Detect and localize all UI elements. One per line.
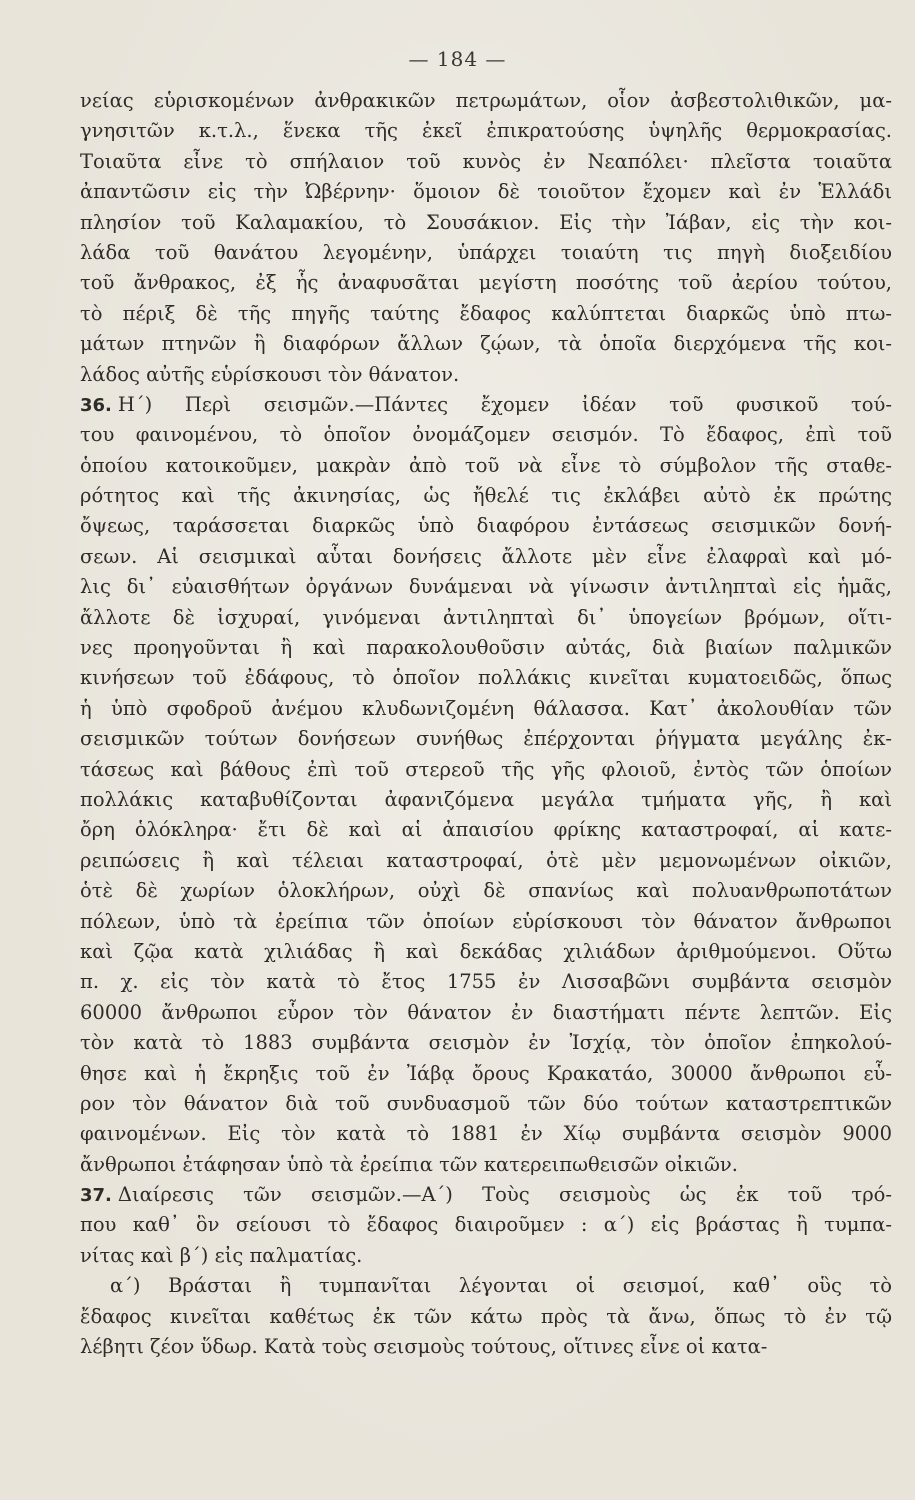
line-text: λις δι᾽ εὐαισθήτων ὀργάνων δυνάμεναι νὰ γίνωσιν ἀντιληπταὶ εἰς ἡμᾶς, [80,575,892,599]
line-text: Διαίρεσις τῶν σεισμῶν.—Α΄) Τοὺς σεισμοὺς ὡς ἐκ τοῦ τρό- [117,1183,892,1207]
text-line [80,511,892,541]
line-text: τὸν κατὰ τὸ 1883 συμβάντα σεισμὸν ἐν Ἰσχίᾳ, τὸν ὁποῖον ἐπηκολού- [80,1031,892,1055]
text-line [80,116,892,146]
text-line [80,86,892,116]
text-line [80,542,892,572]
line-text: ὄψεως, ταράσσεται διαρκῶς ὑπὸ διαφόρου ἐντάσεως σεισμικῶν δονή- [80,514,892,538]
text-line [80,420,892,450]
text-line [80,937,892,967]
body-text [80,86,892,1362]
text-line [80,1332,892,1362]
line-text: νίτας καὶ β΄) εἰς παλματίας. [80,1243,363,1267]
text-line [80,268,892,298]
text-line [80,1302,892,1332]
line-text: μάτων πτηνῶν ἢ διαφόρων ἄλλων ζῴων, τὰ ὁποῖα διερχόμενα τῆς κοι- [80,332,892,356]
text-line [80,633,892,663]
line-text: πλησίον τοῦ Καλαμακίου, τὸ Σουσάκιον. Εἰς τὴν Ἰάβαν, εἰς τὴν κοι- [80,210,892,234]
line-text: πολλάκις καταβυθίζονται ἀφανιζόμενα μεγάλα τμήματα γῆς, ἢ καὶ [80,787,892,811]
text-line [80,572,892,602]
line-text: τὸ πέριξ δὲ τῆς πηγῆς ταύτης ἔδαφος καλύπτεται διαρκῶς ὑπὸ πτω- [80,301,892,325]
line-text: ἄνθρωποι ἐτάφησαν ὑπὸ τὰ ἐρείπια τῶν κατερειπωθεισῶν οἰκιῶν. [80,1152,738,1176]
text-line [80,603,892,633]
line-text: τάσεως καὶ βάθους ἐπὶ τοῦ στερεοῦ τῆς γῆς φλοιοῦ, ἐντὸς τῶν ὁποίων [80,757,892,781]
text-line [80,785,892,815]
line-text: ἡ ὑπὸ σφοδροῦ ἀνέμου κλυδωνιζομένη θάλασσα. Κατ᾽ ἀκολουθίαν τῶν [80,696,892,720]
text-line [80,1089,892,1119]
text-line [80,1271,892,1301]
line-text: φαινομένων. Εἰς τὸν κατὰ τὸ 1881 ἐν Χίῳ συμβάντα σεισμὸν 9000 [80,1122,892,1146]
line-text: ρειπώσεις ἢ καὶ τέλειαι καταστροφαί, ὁτὲ μὲν μεμονωμένων οἰκιῶν, [80,848,892,872]
line-text: καὶ ζῷα κατὰ χιλιάδας ἢ καὶ δεκάδας χιλιάδων ἀριθμούμενοι. Οὕτω [80,939,892,963]
line-text: θησε καὶ ἡ ἔκρηξις τοῦ ἐν Ἰάβᾳ ὄρους Κρακατάο, 30000 ἄνθρωποι εὗ- [80,1061,892,1085]
line-text: ἀπαντῶσιν εἰς τὴν Ὠβέρνην· ὅμοιον δὲ τοιοῦτον ἔχομεν καὶ ἐν Ἑλλάδι [80,180,892,204]
text-line [80,815,892,845]
text-line [80,451,892,481]
line-text: νες προηγοῦνται ἢ καὶ παρακολουθοῦσιν αὐτάς, διὰ βιαίων παλμικῶν [80,636,892,660]
page-number: — 184 — [408,47,507,71]
text-line [80,147,892,177]
line-text: κινήσεων τοῦ ἐδάφους, τὸ ὁποῖον πολλάκις κινεῖται κυματοειδῶς, ὅπως [80,666,892,690]
text-line [80,1119,892,1149]
text-line [80,967,892,997]
line-text: πόλεων, ὑπὸ τὰ ἐρείπια τῶν ὁποίων εὑρίσκουσι τὸν θάνατον ἄνθρωποι [80,909,892,933]
text-line [80,481,892,511]
text-line [80,208,892,238]
text-line [80,907,892,937]
line-text: ὄρη ὁλόκληρα· ἔτι δὲ καὶ αἱ ἀπαισίου φρίκης καταστροφαί, αἱ κατε- [80,818,892,842]
line-text: σεισμικῶν τούτων δονήσεων συνήθως ἐπέρχονται ῥήγματα μεγάλης ἐκ- [80,727,892,751]
text-line [80,1150,892,1180]
line-text: λάδα τοῦ θανάτου λεγομένην, ὑπάρχει τοιαύτη τις πηγὴ διοξειδίου [80,240,892,264]
line-text: ὁτὲ δὲ χωρίων ὁλοκλήρων, οὐχὶ δὲ σπανίως καὶ πολυανθρωποτάτων [80,879,892,903]
text-line [80,663,892,693]
line-text: ρον τὸν θάνατον διὰ τοῦ συνδυασμοῦ τῶν δύο τούτων καταστρεπτικῶν [80,1091,892,1115]
line-text: α΄) Βράσται ἢ τυμπανῖται λέγονται οἱ σεισμοί, καθ᾽ οὓς τὸ [110,1274,892,1298]
line-text: ἔδαφος κινεῖται καθέτως ἐκ τῶν κάτω πρὸς τὰ ἄνω, ὅπως τὸ ἐν τῷ [80,1304,892,1328]
line-text: γνησιτῶν κ.τ.λ., ἕνεκα τῆς ἐκεῖ ἐπικρατούσης ὑψηλῆς θερμοκρασίας. [80,119,892,143]
text-line [80,876,892,906]
text-line [80,1241,892,1271]
line-text: νείας εὑρισκομένων ἀνθρακικῶν πετρωμάτων, οἷον ἀσβεστολιθικῶν, μα- [80,89,892,112]
line-text: 60000 ἄνθρωποι εὗρον τὸν θάνατον ἐν διαστήματι πέντε λεπτῶν. Εἰς [80,1000,892,1024]
text-line [80,238,892,268]
text-line [80,1180,892,1210]
text-line [80,998,892,1028]
text-line [80,360,892,390]
text-line [80,1059,892,1089]
text-line [80,846,892,876]
section-number: 37. [80,1185,112,1207]
line-text: που καθ᾽ ὃν σείουσι τὸ ἔδαφος διαιροῦμεν : α΄) εἰς βράστας ἢ τυμπα- [80,1213,892,1237]
text-line [80,299,892,329]
line-text: π. χ. εἰς τὸν κατὰ τὸ ἔτος 1755 ἐν Λισσαβῶνι συμβάντα σεισμὸν [80,970,892,994]
line-text: ρότητος καὶ τῆς ἀκινησίας, ὡς ἤθελέ τις ἐκλάβει αὐτὸ ἐκ πρώτης [80,484,892,508]
line-text: τοῦ ἄνθρακος, ἐξ ἧς ἀναφυσᾶται μεγίστη ποσότης τοῦ ἀερίου τούτου, [80,271,892,295]
line-text: σεων. Αἱ σεισμικαὶ αὗται δονήσεις ἄλλοτε μὲν εἶνε ἐλαφραὶ καὶ μό- [80,544,892,568]
text-line [80,390,892,420]
line-text: ἄλλοτε δὲ ἰσχυραί, γινόμεναι ἀντιληπταὶ δι᾽ ὑπογείων βρόμων, οἵτι- [80,605,892,629]
line-text: λάδος αὐτῆς εὑρίσκουσι τὸν θάνατον. [80,362,460,386]
text-line [80,177,892,207]
text-line [80,694,892,724]
text-line [80,724,892,754]
line-text: του φαινομένου, τὸ ὁποῖον ὀνομάζομεν σεισμόν. Τὸ ἔδαφος, ἐπὶ τοῦ [80,423,892,447]
line-text: Τοιαῦτα εἶνε τὸ σπήλαιον τοῦ κυνὸς ἐν Νεαπόλει· πλεῖστα τοιαῦτα [80,149,892,173]
text-line [80,1028,892,1058]
line-text: Η΄) Περὶ σεισμῶν.—Πάντες ἔχομεν ἰδέαν τοῦ φυσικοῦ τού- [117,392,892,416]
line-text: ὁποίου κατοικοῦμεν, μακρὰν ἀπὸ τοῦ νὰ εἶνε τὸ σύμβολον τῆς σταθε- [80,453,892,477]
text-line [80,755,892,785]
text-line [80,329,892,359]
section-number: 36. [80,394,112,416]
line-text: λέβητι ζέον ὕδωρ. Κατὰ τοὺς σεισμοὺς τούτους, οἵτινες εἶνε οἱ κατα- [80,1335,768,1359]
text-line [80,1210,892,1240]
